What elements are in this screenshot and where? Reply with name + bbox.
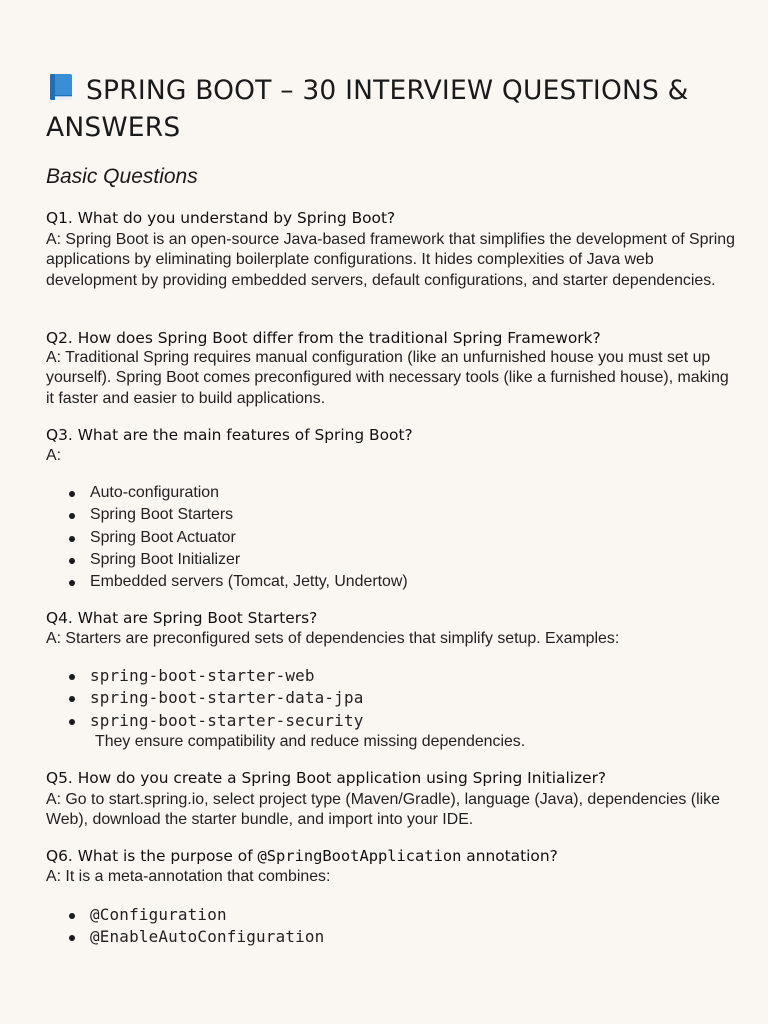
list-item: Spring Boot Actuator [90, 527, 408, 549]
question-2: Q2. How does Spring Boot differ from the traditional Spring Framework? [46, 329, 601, 347]
question-6 [46, 847, 736, 865]
list-item: @Configuration [90, 904, 324, 926]
answer-5: A: Go to start.spring.io, select project type (Maven/Gradle), language (Java), dependencies (like Web), download the starter bundle, and import into your IDE. [46, 791, 720, 829]
answer-2: A: Traditional Spring requires manual configuration (like an unfurnished house you must set up yourself). Spring Boot comes preconfigured with necessary tools (like a furnished house), making it faster and easier to build applications. [46, 349, 729, 407]
list-item: @EnableAutoConfiguration [90, 926, 324, 948]
answer-3: A: [46, 447, 62, 464]
answer-4: A: Starters are preconfigured sets of dependencies that simplify setup. Examples: [46, 630, 620, 647]
list-item: Embedded servers (Tomcat, Jetty, Undertow) [90, 571, 408, 593]
list-item: Auto-configuration [90, 482, 408, 504]
question-6-code: @SpringBootApplication [257, 847, 462, 865]
answer-6: A: It is a meta-annotation that combines: [46, 868, 331, 885]
question-4: Q4. What are Spring Boot Starters? [46, 609, 318, 627]
section-heading-basic: Basic Questions [46, 165, 198, 188]
features-list [90, 482, 408, 593]
list-item: spring-boot-starter-security [90, 710, 363, 732]
title-text: SPRING BOOT – 30 INTERVIEW QUESTIONS & ANSWERS [46, 75, 689, 143]
blue-book-icon [46, 72, 76, 102]
list-item: Spring Boot Initializer [90, 549, 408, 571]
list-item: spring-boot-starter-web [90, 665, 363, 687]
starters-list [90, 665, 363, 732]
answer-1: A: Spring Boot is an open-source Java-based framework that simplifies the development of Spring applications by eliminating boilerplate configurations. It hides complexities of Java web development by providing embedded servers, default configurations, and starter dependencies. [46, 231, 735, 289]
question-3: Q3. What are the main features of Spring Boot? [46, 426, 413, 444]
list-item: Spring Boot Starters [90, 504, 408, 526]
question-1: Q1. What do you understand by Spring Boot? [46, 209, 396, 227]
question-5: Q5. How do you create a Spring Boot application using Spring Initializer? [46, 769, 607, 787]
starters-note: They ensure compatibility and reduce missing dependencies. [95, 733, 526, 750]
question-6-prefix: Q6. What is the purpose of [46, 847, 258, 865]
page-title [46, 72, 736, 146]
question-6-suffix: annotation? [461, 847, 558, 865]
list-item: spring-boot-starter-data-jpa [90, 687, 363, 709]
annotations-list [90, 904, 324, 949]
